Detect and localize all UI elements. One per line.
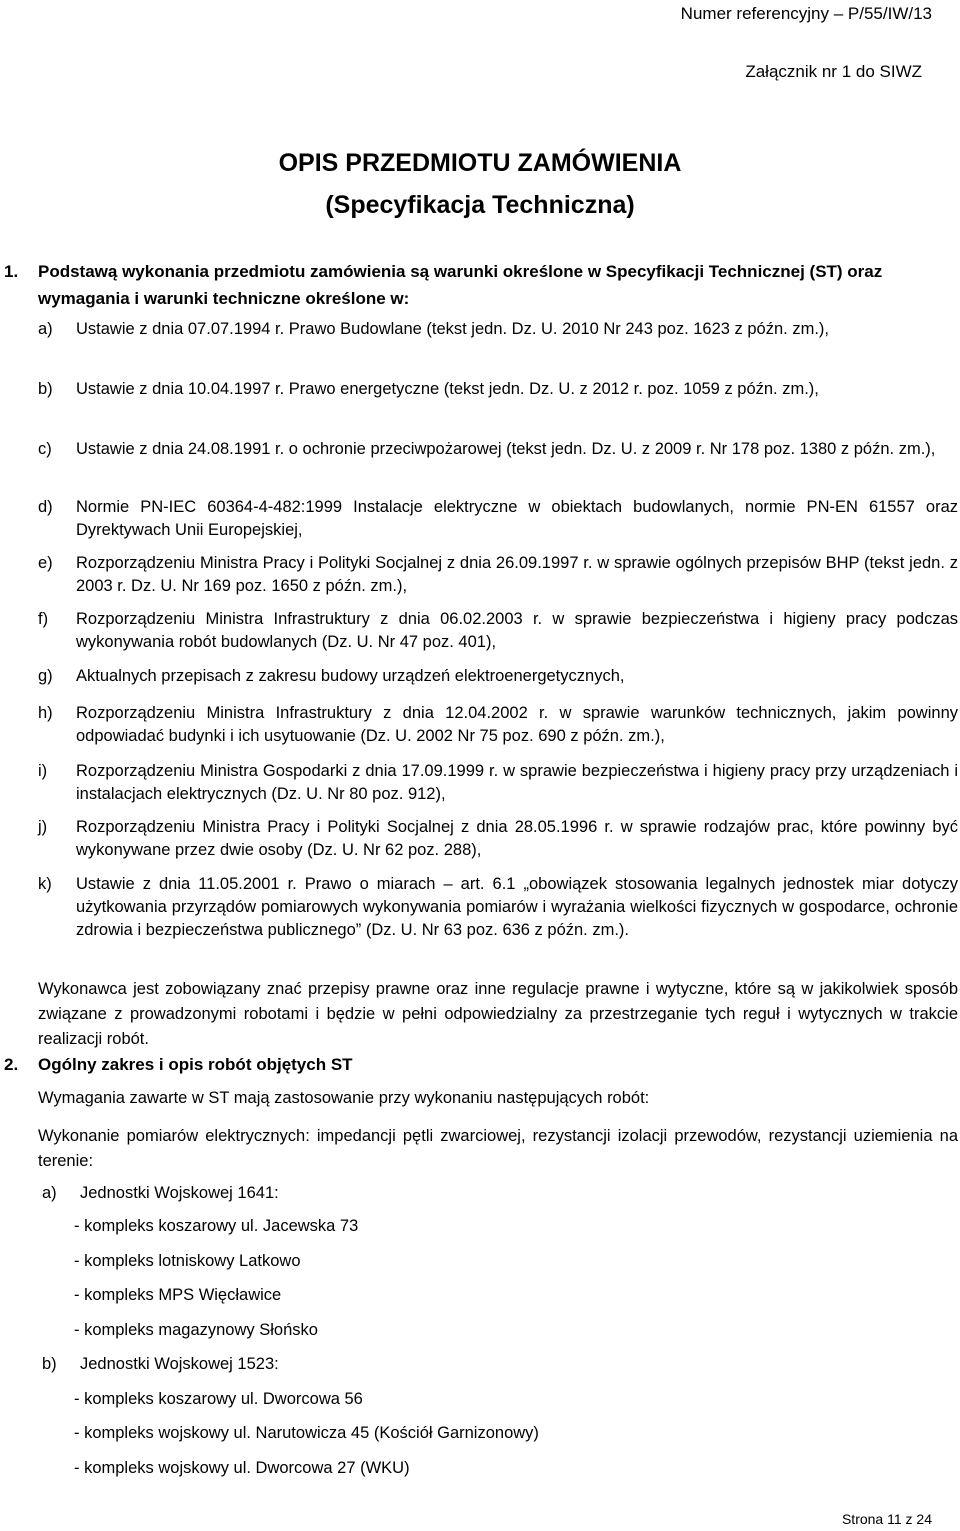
unit-label: a): [42, 1184, 57, 1202]
list-item: [38, 608, 958, 654]
section-2-scope: Wykonanie pomiarów elektrycznych: impedancji pętli zwarciowej, rezystancji izolacji przewodów, rezystancji uziemienia na terenie:: [38, 1127, 958, 1170]
list-item: - kompleks koszarowy ul. Jacewska 73: [74, 1217, 359, 1235]
unit-name: Jednostki Wojskowej 1523:: [80, 1355, 279, 1373]
unit-label: b): [42, 1355, 57, 1373]
list-item-text: Rozporządzeniu Ministra Infrastruktury z dnia 06.02.2003 r. w sprawie bezpieczeństwa i higieny pracy podczas wykonywania robót budowlanych (Dz. U. Nr 47 poz. 401),: [76, 610, 958, 651]
list-item-text: Ustawie z dnia 07.07.1994 r. Prawo Budowlane (tekst jedn. Dz. U. 2010 Nr 243 poz. 1623 z późn. zm.),: [76, 320, 829, 338]
list-item: - kompleks MPS Więcławice: [74, 1286, 282, 1304]
list-item-label: c): [38, 440, 52, 458]
list-item: [38, 378, 958, 401]
list-item-text: Rozporządzeniu Ministra Infrastruktury z dnia 12.04.2002 r. w sprawie warunków technicznych, jakim powinny odpowiadać budynki i ich usytuowanie (Dz. U. 2002 Nr 75 poz. 690 z późn. zm.),: [76, 704, 958, 745]
section-1-closing: Wykonawca jest zobowiązany znać przepisy prawne oraz inne regulacje prawne i wytyczne, które są w jakikolwiek sposób związane z prowadzonymi robotami i będzie w pełni odpowiedzialny za przestrzeganie tych reguł i wytycznych w trakcie realizacji robót.: [38, 980, 958, 1048]
list-item-label: b): [38, 380, 53, 398]
list-item-label: d): [38, 498, 53, 516]
list-item: - kompleks wojskowy ul. Dworcowa 27 (WKU): [74, 1459, 410, 1477]
reference-number: Numer referencyjny – P/55/IW/13: [680, 4, 932, 23]
list-item: [38, 816, 958, 862]
list-item-text: Ustawie z dnia 10.04.1997 r. Prawo energetyczne (tekst jedn. Dz. U. z 2012 r. poz. 1059 z późn. zm.),: [76, 380, 819, 398]
list-item: [38, 496, 958, 542]
section-2-heading-text: Ogólny zakres i opis robót objętych ST: [38, 1055, 353, 1074]
list-item: [38, 318, 958, 341]
list-item: [38, 702, 958, 748]
list-item-text: Aktualnych przepisach z zakresu budowy urządzeń elektroenergetycznych,: [76, 667, 625, 685]
list-item-label: a): [38, 320, 53, 338]
list-item: [38, 760, 958, 806]
section-1-heading-text: Podstawą wykonania przedmiotu zamówienia są warunki określone w Specyfikacji Technicznej (ST) oraz wymagania i warunki techniczne określone w:: [38, 262, 883, 308]
list-item: - kompleks lotniskowy Latkowo: [74, 1252, 301, 1270]
list-item: [38, 552, 958, 598]
section-1-number: 1.: [4, 262, 19, 281]
attachment-label: Załącznik nr 1 do SIWZ: [745, 62, 922, 81]
list-item-text: Ustawie z dnia 11.05.2001 r. Prawo o miarach – art. 6.1 „obowiązek stosowania legalnych jednostek miar dotyczy użytkowania przyrządów pomiarowych wykonywania pomiarów i wyrażania wielkości fizycznych w gospodarce, ochronie zdrowia i bezpieczeństwa publicznego” (Dz. U. Nr 63 poz. 636 z późn. zm.).: [76, 875, 958, 939]
list-item-text: Rozporządzeniu Ministra Pracy i Polityki Socjalnej z dnia 26.09.1997 r. w sprawie ogólnych przepisów BHP (tekst jedn. z 2003 r. Dz. U. Nr 169 poz. 1650 z późn. zm.),: [76, 554, 958, 595]
list-item-label: j): [38, 818, 48, 836]
list-item: - kompleks wojskowy ul. Narutowicza 45 (Kościół Garnizonowy): [74, 1424, 539, 1442]
list-item-label: e): [38, 554, 53, 572]
document-title: [0, 142, 960, 226]
list-item-text: Rozporządzeniu Ministra Pracy i Polityki Socjalnej z dnia 28.05.1996 r. w sprawie rodzajów prac, które powinny być wykonywane przez dwie osoby (Dz. U. Nr 62 poz. 288),: [76, 818, 958, 859]
list-item: - kompleks koszarowy ul. Dworcowa 56: [74, 1390, 363, 1408]
list-item-label: g): [38, 667, 53, 685]
unit-name: Jednostki Wojskowej 1641:: [80, 1184, 279, 1202]
list-item-text: Ustawie z dnia 24.08.1991 r. o ochronie przeciwpożarowej (tekst jedn. Dz. U. z 2009 r. Nr 178 poz. 1380 z późn. zm.),: [76, 440, 936, 458]
list-item: - kompleks magazynowy Słońsko: [74, 1321, 318, 1339]
page-number: Strona 11 z 24: [841, 1511, 932, 1527]
list-item-label: f): [38, 610, 49, 628]
list-item-text: Rozporządzeniu Ministra Gospodarki z dnia 17.09.1999 r. w sprawie bezpieczeństwa i higieny pracy przy urządzeniach i instalacjach elektrycznych (Dz. U. Nr 80 poz. 912),: [76, 762, 958, 803]
section-2-intro: Wymagania zawarte w ST mają zastosowanie przy wykonaniu następujących robót:: [38, 1089, 650, 1107]
list-item: [38, 438, 958, 461]
section-2-number: 2.: [4, 1055, 19, 1074]
list-item: [38, 873, 958, 942]
list-item-label: i): [38, 762, 48, 780]
list-item-label: k): [38, 875, 52, 893]
section-2-heading: [0, 1051, 940, 1078]
list-item-label: h): [38, 704, 53, 722]
title-line-1: OPIS PRZEDMIOTU ZAMÓWIENIA: [278, 149, 682, 177]
title-line-2: (Specyfikacja Techniczna): [325, 191, 635, 219]
list-item: [38, 665, 958, 688]
section-1-heading: [0, 258, 940, 312]
list-item-text: Normie PN-IEC 60364-4-482:1999 Instalacje elektryczne w obiektach budowlanych, normie PN-EN 61557 oraz Dyrektywach Unii Europejskiej,: [76, 498, 958, 539]
